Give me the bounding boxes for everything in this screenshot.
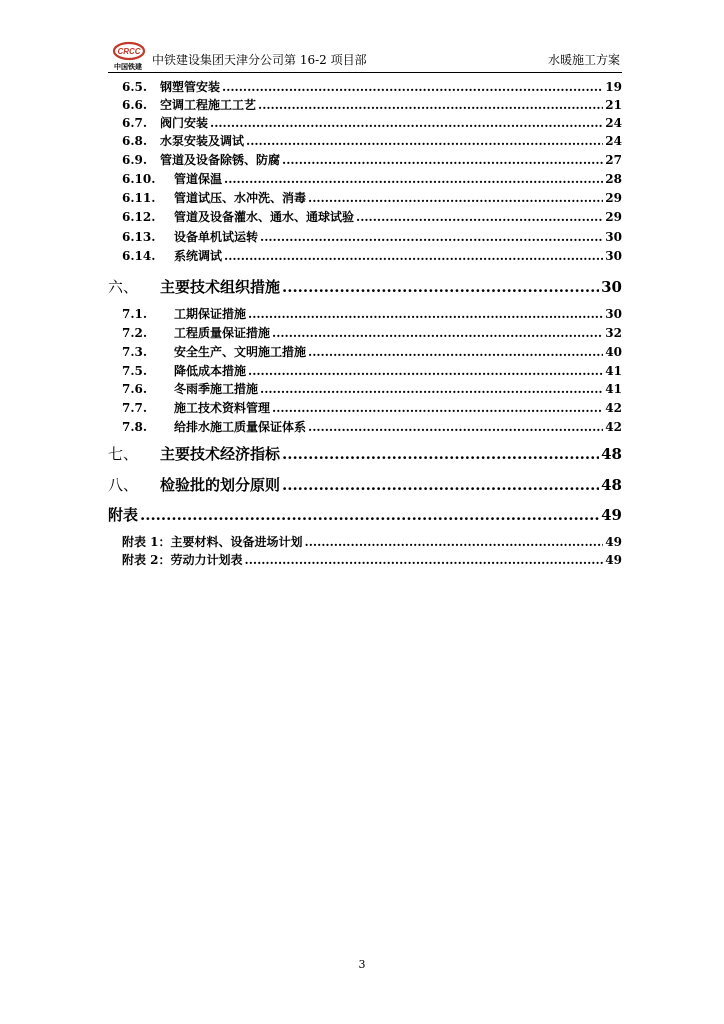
toc-num: 7.8. (122, 420, 148, 434)
toc-title: 管道及设备除锈、防腐 (160, 153, 281, 167)
toc-entry-6-11[interactable] (108, 189, 622, 207)
dot-leader (260, 382, 603, 396)
toc-title: 冬雨季施工措施 (174, 382, 259, 396)
toc-title: 设备单机试运转 (174, 230, 259, 244)
toc-num: 6.12. (122, 210, 156, 224)
toc-entry-6-10[interactable] (108, 170, 622, 188)
toc-num: 6.13. (122, 230, 156, 244)
toc-title: 阀门安装 (160, 116, 209, 130)
toc-entry-7-3[interactable] (108, 343, 622, 361)
toc-title: 管道保温 (174, 172, 223, 186)
toc-page: 24 (605, 116, 622, 130)
toc-section-seven[interactable] (108, 443, 622, 467)
toc-title: 管道及设备灌水、通水、通球试验 (174, 210, 355, 224)
dot-leader (282, 476, 599, 494)
dot-leader (260, 230, 603, 244)
toc-title: 附表 (108, 506, 139, 524)
toc-page: 49 (605, 535, 622, 549)
toc-title: 主要技术经济指标 (160, 445, 281, 463)
toc-entry-7-8[interactable] (108, 418, 622, 436)
page-header (108, 40, 622, 73)
dot-leader (210, 116, 603, 130)
toc-page: 29 (605, 191, 622, 205)
dot-leader (258, 98, 603, 112)
dot-leader (224, 249, 603, 263)
toc-section-six[interactable] (108, 276, 622, 300)
toc-appendix-1[interactable] (108, 533, 622, 551)
toc-page: 42 (605, 401, 622, 415)
toc-num: 6.10. (122, 172, 156, 186)
toc-page: 41 (605, 382, 622, 396)
toc-title: 施工技术资料管理 (174, 401, 271, 415)
dot-leader (308, 345, 603, 359)
toc-entry-6-8[interactable] (108, 132, 622, 150)
toc-title: 系统调试 (174, 249, 223, 263)
toc-entry-6-6[interactable] (108, 96, 622, 114)
page-number: 3 (358, 958, 366, 971)
toc-page: 41 (605, 364, 622, 378)
toc-appendix[interactable] (108, 504, 622, 528)
toc-entry-7-1[interactable] (108, 305, 622, 323)
toc-page: 48 (601, 445, 622, 463)
toc-title: 空调工程施工工艺 (160, 98, 257, 112)
toc-entry-6-12[interactable] (108, 208, 622, 226)
toc-page: 21 (605, 98, 622, 112)
toc-entry-6-5[interactable] (108, 78, 622, 96)
toc-num: 6.14. (122, 249, 156, 263)
dot-leader (248, 364, 603, 378)
toc-page: 40 (605, 345, 622, 359)
toc-title: 钢塑管安装 (160, 80, 221, 94)
toc-num: 6.5. (122, 80, 148, 94)
toc-entry-6-9[interactable] (108, 151, 622, 169)
toc-num: 七、 (108, 445, 139, 463)
toc-page: 28 (605, 172, 622, 186)
dot-leader (282, 278, 599, 296)
toc-entry-7-6[interactable] (108, 380, 622, 398)
dot-leader (272, 326, 603, 340)
toc-num: 六、 (108, 278, 139, 296)
dot-leader (356, 210, 603, 224)
dot-leader (222, 80, 603, 94)
toc-page: 30 (605, 230, 622, 244)
toc-num: 7.2. (122, 326, 148, 340)
header-company: 中铁建设集团天津分公司第 16-2 项目部 (152, 53, 367, 67)
toc-page: 48 (601, 476, 622, 494)
toc-entry-6-7[interactable] (108, 114, 622, 132)
toc-page: 30 (605, 249, 622, 263)
toc-page: 30 (605, 307, 622, 321)
toc-num: 7.7. (122, 401, 148, 415)
toc-title: 附表 2：劳动力计划表 (122, 553, 243, 567)
toc-title: 给排水施工质量保证体系 (174, 420, 307, 434)
dot-leader (245, 553, 604, 567)
dot-leader (248, 307, 603, 321)
toc-entry-6-14[interactable] (108, 247, 622, 265)
dot-leader (282, 153, 603, 167)
toc-title: 检验批的划分原则 (160, 476, 281, 494)
toc-page: 49 (605, 553, 622, 567)
toc-title: 管道试压、水冲洗、消毒 (174, 191, 307, 205)
toc-page: 49 (601, 506, 622, 524)
toc-appendix-2[interactable] (108, 551, 622, 569)
toc-num: 7.6. (122, 382, 148, 396)
toc-title: 降低成本措施 (174, 364, 247, 378)
dot-leader (272, 401, 603, 415)
toc-title: 主要技术组织措施 (160, 278, 281, 296)
toc-title: 工期保证措施 (174, 307, 247, 321)
toc-page: 19 (605, 80, 622, 94)
toc-page: 24 (605, 134, 622, 148)
toc-num: 7.3. (122, 345, 148, 359)
dot-leader (224, 172, 603, 186)
toc-page: 32 (605, 326, 622, 340)
toc-num: 6.7. (122, 116, 148, 130)
toc-entry-6-13[interactable] (108, 228, 622, 246)
toc-num: 6.8. (122, 134, 148, 148)
toc-page: 29 (605, 210, 622, 224)
company-logo-icon (108, 40, 148, 71)
toc-num: 八、 (108, 476, 139, 494)
dot-leader (246, 134, 603, 148)
header-doc-title: 水暖施工方案 (547, 53, 620, 67)
toc-title: 安全生产、文明施工措施 (174, 345, 307, 359)
toc-num: 7.1. (122, 307, 148, 321)
toc-num: 6.9. (122, 153, 148, 167)
toc-entry-7-2[interactable] (108, 324, 622, 342)
dot-leader (308, 420, 603, 434)
toc-entry-7-5[interactable] (108, 362, 622, 380)
toc-page: 27 (605, 153, 622, 167)
toc-title: 水泵安装及调试 (160, 134, 245, 148)
toc-num: 6.11. (122, 191, 156, 205)
toc-section-eight[interactable] (108, 474, 622, 498)
toc-page: 42 (605, 420, 622, 434)
toc-page: 30 (601, 278, 622, 296)
svg-text:CRCC: CRCC (117, 47, 141, 56)
toc-num: 6.6. (122, 98, 148, 112)
svg-text:中国铁建: 中国铁建 (114, 63, 142, 71)
toc-entry-7-7[interactable] (108, 399, 622, 417)
dot-leader (305, 535, 604, 549)
dot-leader (308, 191, 603, 205)
toc-num: 7.5. (122, 364, 148, 378)
toc-title: 附表 1：主要材料、设备进场计划 (122, 535, 303, 549)
dot-leader (282, 445, 599, 463)
dot-leader (140, 506, 599, 524)
toc-title: 工程质量保证措施 (174, 326, 271, 340)
